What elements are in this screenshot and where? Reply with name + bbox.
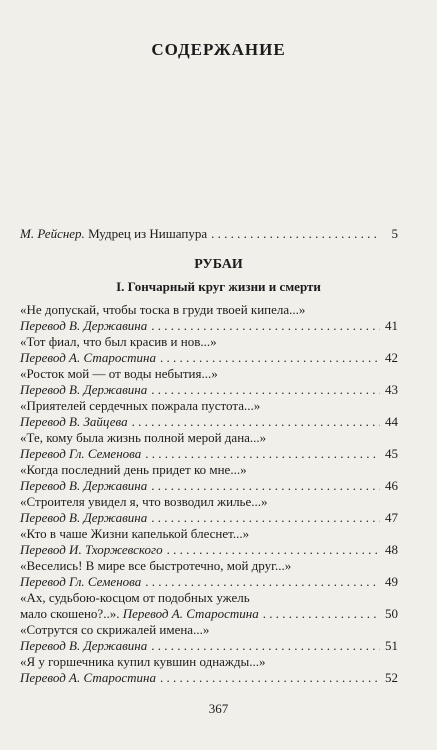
entry-first-line: «Веселись! В мире все быстротечно, мой друг...» — [20, 558, 292, 573]
entry-first-line: «Я у горшечника купил кувшин однажды...» — [20, 654, 266, 669]
toc-entry — [20, 398, 398, 429]
leader-dots — [145, 446, 380, 462]
entry-translator-line — [20, 350, 398, 366]
leader-dots — [151, 638, 380, 654]
intro-page: 5 — [391, 226, 398, 241]
entry-first-line-continued: мало скошено?..». — [20, 605, 123, 621]
entry-page: 43 — [385, 381, 398, 397]
entry-translator: Перевод В. Державина — [20, 637, 148, 653]
leader-dots — [160, 350, 380, 366]
entry-translator: Перевод И. Тхоржевского — [20, 541, 163, 557]
toc-entry — [20, 302, 398, 333]
entry-page: 52 — [385, 669, 398, 685]
entry-first-line: «Не допускай, чтобы тоска в груди твоей кипела...» — [20, 302, 306, 317]
intro-text: Мудрец из Нишапура — [84, 226, 208, 241]
entry-translator-line — [20, 638, 398, 654]
leader-dots — [211, 226, 380, 242]
entry-translator-line — [20, 382, 398, 398]
section-heading: РУБАИ — [194, 257, 243, 272]
leader-dots — [132, 414, 380, 430]
entry-page: 51 — [385, 637, 398, 653]
toc-entries — [20, 302, 398, 686]
toc-entry — [20, 590, 398, 621]
leader-dots — [151, 478, 380, 494]
leader-dots — [160, 670, 380, 686]
entry-translator-line — [20, 318, 398, 334]
entry-page: 47 — [385, 509, 398, 525]
entry-page: 41 — [385, 317, 398, 333]
entry-translator-line — [20, 478, 398, 494]
entry-translator-line — [20, 574, 398, 590]
entry-translator-line — [20, 670, 398, 686]
toc-entry — [20, 334, 398, 365]
leader-dots — [151, 318, 380, 334]
entry-translator: Перевод А. Старостина — [122, 605, 259, 621]
intro-entry — [20, 226, 398, 242]
leader-dots — [167, 542, 380, 558]
entry-translator-line — [20, 414, 398, 430]
entry-page: 45 — [385, 445, 398, 461]
entry-translator-line — [20, 510, 398, 526]
entry-first-line: «Кто в чаше Жизни капелькой блеснет...» — [20, 526, 250, 541]
leader-dots — [263, 606, 380, 622]
toc-entry — [20, 462, 398, 493]
entry-translator: Перевод А. Старостина — [20, 669, 157, 685]
entry-first-line: «Строителя увидел я, что возводил жилье...» — [20, 494, 268, 509]
page-number: 367 — [208, 701, 229, 716]
entry-translator: Перевод В. Державина — [20, 477, 148, 493]
entry-first-line: «Росток мой — от воды небытия...» — [20, 366, 218, 381]
toc-entry — [20, 622, 398, 653]
toc-entry — [20, 558, 398, 589]
entry-translator: Перевод В. Зайцева — [20, 413, 128, 429]
entry-translator-line — [20, 606, 398, 622]
intro-author: М. Рейснер. — [20, 226, 85, 241]
entry-first-line: «Приятелей сердечных пожрала пустота...» — [20, 398, 261, 413]
entry-page: 44 — [385, 413, 398, 429]
subsection-heading: I. Гончарный круг жизни и смерти — [116, 279, 321, 294]
entry-translator: Перевод В. Державина — [20, 381, 148, 397]
leader-dots — [145, 574, 380, 590]
toc-entry — [20, 494, 398, 525]
entry-translator-line — [20, 542, 398, 558]
entry-translator: Перевод Гл. Семенова — [20, 573, 142, 589]
entry-page: 46 — [385, 477, 398, 493]
toc-entry — [20, 526, 398, 557]
entry-first-line: «Когда последний день придет ко мне...» — [20, 462, 247, 477]
entry-first-line: «Те, кому была жизнь полной мерой дана...» — [20, 430, 267, 445]
entry-page: 48 — [385, 541, 398, 557]
entry-translator: Перевод Гл. Семенова — [20, 445, 142, 461]
page-title: СОДЕРЖАНИЕ — [151, 40, 286, 59]
entry-translator-line — [20, 446, 398, 462]
entry-first-line: «Сотрутся со скрижалей имена...» — [20, 622, 210, 637]
entry-translator: Перевод В. Державина — [20, 509, 148, 525]
toc-entry — [20, 654, 398, 685]
entry-page: 50 — [385, 605, 398, 621]
entry-page: 49 — [385, 573, 398, 589]
entry-page: 42 — [385, 349, 398, 365]
toc-entry — [20, 366, 398, 397]
entry-translator: Перевод А. Старостина — [20, 349, 157, 365]
entry-first-line: «Тот фиал, что был красив и нов...» — [20, 334, 217, 349]
leader-dots — [151, 510, 380, 526]
leader-dots — [151, 382, 380, 398]
toc-entry — [20, 430, 398, 461]
entry-first-line: «Ах, судьбою-косцом от подобных ужель — [20, 590, 250, 605]
entry-translator: Перевод В. Державина — [20, 317, 148, 333]
